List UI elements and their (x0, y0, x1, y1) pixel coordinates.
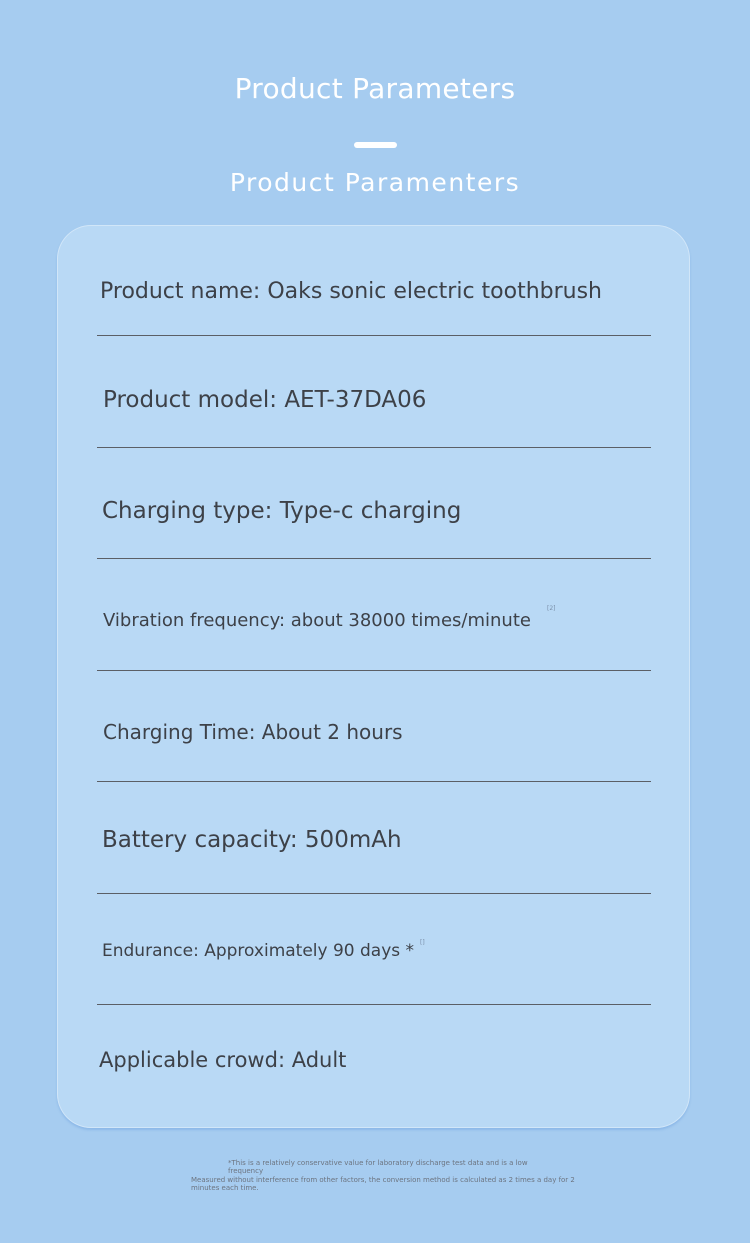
row-divider (97, 558, 651, 559)
footnote-line: *This is a relatively conservative value for laboratory discharge test data and is a low (228, 1159, 528, 1167)
row-divider (97, 1004, 651, 1005)
row-divider (97, 893, 651, 894)
title-divider (354, 142, 397, 148)
param-applicable-crowd: Applicable crowd: Adult (99, 1048, 347, 1072)
footnote-line: minutes each time. (191, 1184, 259, 1192)
param-charging-type: Charging type: Type-c charging (102, 498, 462, 524)
row-divider (97, 670, 651, 671)
param-battery-capacity: Battery capacity: 500mAh (102, 827, 402, 853)
page-title: Product Parameters (234, 72, 516, 105)
footnote-line: frequency (228, 1167, 264, 1175)
footnote-line: Measured without interference from other factors, the conversion method is calculated as 2 times a day for 2 (191, 1176, 575, 1184)
row-divider (97, 335, 651, 336)
param-charging-time: Charging Time: About 2 hours (103, 720, 403, 744)
parameters-card (57, 225, 690, 1128)
param-endurance: Endurance: Approximately 90 days * (102, 941, 415, 961)
row-divider (97, 447, 651, 448)
row-divider (97, 781, 651, 782)
param-product-model: Product model: AET-37DA06 (103, 387, 427, 413)
footnote-marker: [2] (547, 605, 556, 612)
param-vibration-frequency: Vibration frequency: about 38000 times/minute (103, 610, 531, 631)
param-product-name: Product name: Oaks sonic electric toothbrush (100, 279, 603, 304)
page-subtitle: Product Paramenters (229, 168, 521, 197)
footnote-marker: [] (420, 939, 425, 946)
